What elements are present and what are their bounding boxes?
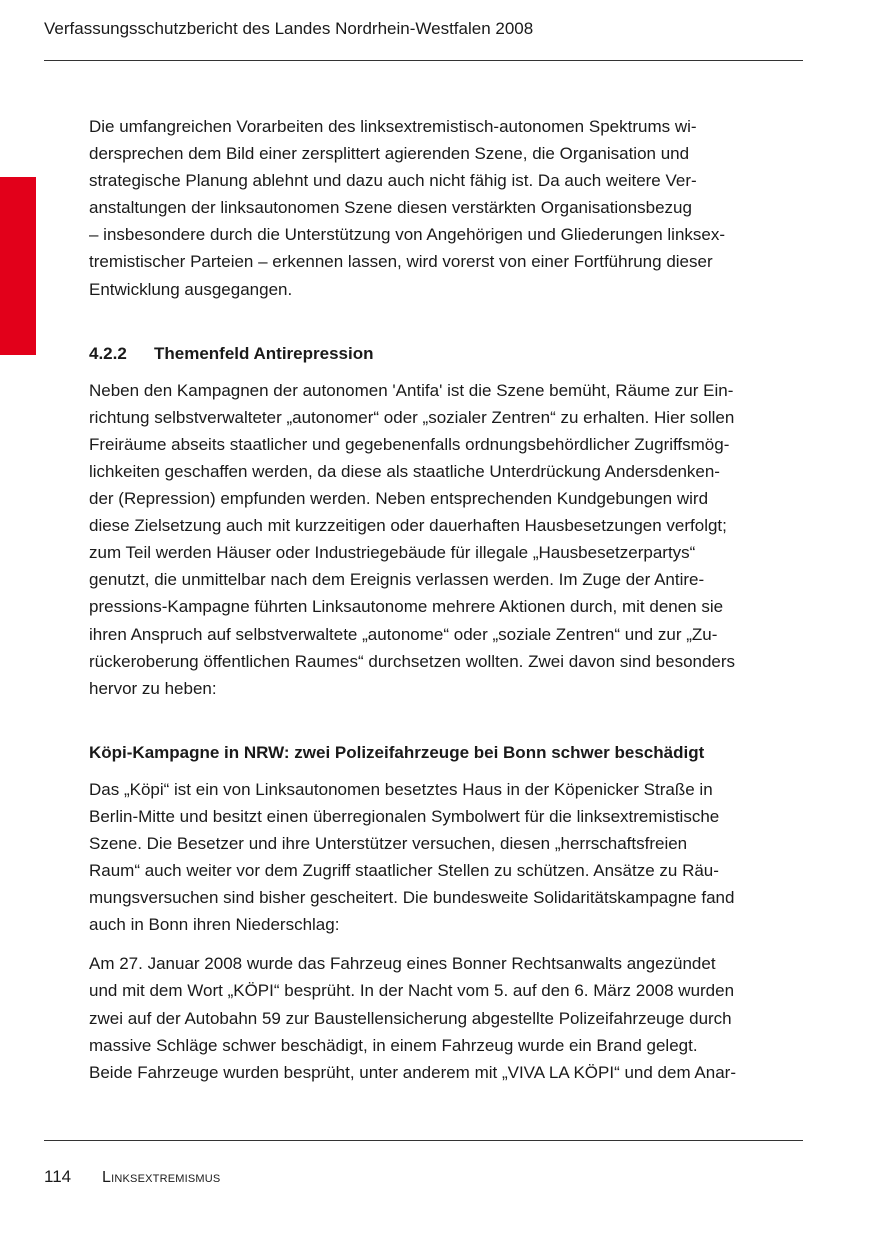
section-heading xyxy=(89,331,805,377)
subheading-koepi-campaign: Köpi-Kampagne in NRW: zwei Polizeifahrzeuge bei Bonn schwer beschädigt xyxy=(89,742,705,762)
section-title: Themenfeld Antirepression xyxy=(154,343,374,363)
chapter-name: Linksextremismus xyxy=(102,1169,221,1186)
paragraph-antirepression: Neben den Kampagnen der autonomen 'Antifa' ist die Szene bemüht, Räume zur Ein- richtung selbstverwalteter „autonomer“ oder „sozialer Zentren“ zu erhalten. Hier sollen Freiräume abseits staatlicher und gegebenenfalls ordnungsbehördlicher Zugriffsmög- lichkeiten geschaffen werden, da diese als staatliche Unterdrückung Andersdenken- der (Repression) empfunden werden. Neben entsprechenden Kundgebungen wird diese Zielsetzung auch mit kurzzeitigen oder dauerhaften Hausbesetzungen verfolgt; zum Teil werden Häuser oder Industriegebäude für illegale „Hausbesetzerpartys“ genutzt, die unmittelbar nach dem Ereignis verlassen werden. Im Zuge der Antire- pressions-Kampagne führten Linksautonome mehrere Aktionen durch, mit denen sie ihren Anspruch auf selbstverwaltete „autonome“ oder „soziale Zentren“ und zur „Zu- rückeroberung öffentlichen Raumes“ durchsetzen wollten. Zwei davon sind besonders hervor zu heben: xyxy=(89,380,736,698)
page-footer xyxy=(44,1166,220,1189)
header-divider xyxy=(44,60,803,61)
page-number: 114 xyxy=(44,1167,72,1186)
section-number: 4.2.2 xyxy=(89,343,127,363)
paragraph-incidents: Am 27. Januar 2008 wurde das Fahrzeug eines Bonner Rechtsanwalts angezündet und mit dem Wort „KÖPI“ besprüht. In der Nacht vom 5. auf den 6. März 2008 wurden zwei auf der Autobahn 59 zur Baustellensicherung abgestellte Polizeifahrzeuge durch massive Schläge schwer beschädigt, in einem Fahrzeug wurde ein Brand gelegt. Beide Fahrzeuge wurden besprüht, unter anderem mit „VIVA LA KÖPI“ und dem Anar- xyxy=(89,954,736,1082)
running-header: Verfassungsschutzbericht des Landes Nordrhein-Westfalen 2008 xyxy=(44,19,534,38)
paragraph-intro: Die umfangreichen Vorarbeiten des linksextremistisch-autonomen Spektrums wi- dersprechen dem Bild einer zersplittert agierenden Szene, die Organisation und strategische Planung ablehnt und dazu auch nicht fähig ist. Da auch weitere Ver- anstaltungen der linksautonomen Szene diesen verstärkten Organisationsbezug – insbesondere durch die Unterstützung von Angehörigen und Gliederungen linksex- tremistischer Parteien – erkennen lassen, wird vorerst von einer Fortführung dieser Entwicklung ausgegangen. xyxy=(89,117,726,299)
chapter-color-tab xyxy=(0,177,36,355)
page-body xyxy=(89,113,805,1086)
footer-divider xyxy=(44,1140,803,1141)
paragraph-koepi-description: Das „Köpi“ ist ein von Linksautonomen besetztes Haus in der Köpenicker Straße in Berlin-Mitte und besitzt einen überregionalen Symbolwert für die linksextremistische Szene. Die Besetzer und ihre Unterstützer versuchen, diesen „herrschaftsfreien Raum“ auch weiter vor dem Zugriff staatlicher Stellen zu schützen. Ansätze zu Räu- mungsversuchen sind bisher gescheitert. Die bundesweite Solidaritätskampagne fand auch in Bonn ihren Niederschlag: xyxy=(89,779,735,935)
